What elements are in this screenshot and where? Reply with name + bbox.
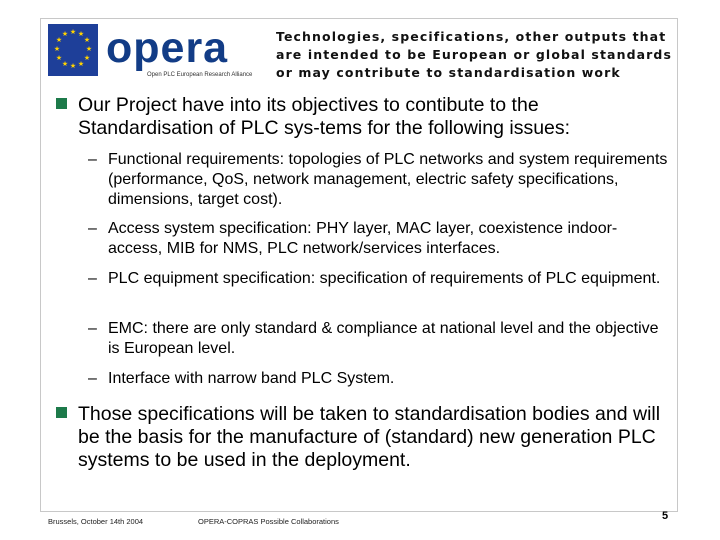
svg-text:★: ★ bbox=[55, 54, 63, 62]
dash-marker: – bbox=[88, 270, 97, 287]
dash-marker: – bbox=[88, 370, 97, 387]
svg-text:★: ★ bbox=[85, 45, 93, 53]
sub-item bbox=[88, 369, 668, 389]
main-bullet-text: Those specifications will be taken to standardisation bodies and will be the basis for the manufacture of (standard) new generation PLC systems to be used in the deployment. bbox=[78, 403, 661, 471]
svg-text:★: ★ bbox=[83, 36, 91, 44]
dash-marker: – bbox=[88, 151, 97, 168]
svg-text:★: ★ bbox=[77, 30, 85, 38]
svg-text:★: ★ bbox=[55, 36, 63, 44]
slide-title: Technologies, specifications, other outputs that are intended to be European or global standards or may contribute to standardisation work bbox=[276, 29, 673, 80]
sub-item-text: Interface with narrow band PLC System. bbox=[108, 370, 395, 387]
main-bullet-2 bbox=[56, 403, 676, 472]
bullet-square-icon bbox=[56, 407, 67, 418]
sub-item-text: Functional requirements: topologies of PLC networks and system requirements (performance, QoS, network management, electric safety specifications, dimensions, target cost). bbox=[108, 151, 668, 208]
svg-text:★: ★ bbox=[69, 28, 77, 36]
main-bullet-text: Our Project have into its objectives to contibute to the Standardisation of PLC sys-tems for the following issues: bbox=[78, 94, 571, 139]
opera-logo-graphic bbox=[46, 22, 264, 79]
dash-marker: – bbox=[88, 320, 97, 337]
svg-text:★: ★ bbox=[69, 62, 77, 70]
logo-word: opera bbox=[106, 24, 229, 72]
svg-text:★: ★ bbox=[83, 54, 91, 62]
sub-item-text: PLC equipment specification: specification of requirements of PLC equipment. bbox=[108, 270, 661, 287]
footer-date: Brussels, October 14th 2004 bbox=[48, 517, 144, 526]
opera-logo bbox=[46, 22, 264, 79]
sub-item bbox=[88, 319, 668, 359]
dash-marker: – bbox=[88, 220, 97, 237]
logo-tagline: Open PLC European Research Alliance bbox=[147, 72, 253, 78]
svg-text:★: ★ bbox=[61, 60, 69, 68]
sub-item-text: Access system specification: PHY layer, MAC layer, coexistence indoor-access, MIB for NMS, PLC network/services interfaces. bbox=[108, 220, 618, 257]
svg-text:★: ★ bbox=[53, 45, 61, 53]
page-number: 5 bbox=[662, 510, 669, 522]
sub-item-text: EMC: there are only standard & compliance at national level and the objective is European level. bbox=[108, 320, 659, 357]
bullet-square-icon bbox=[56, 98, 67, 109]
sub-item bbox=[88, 219, 668, 259]
svg-text:★: ★ bbox=[77, 60, 85, 68]
footer-caption: OPERA-COPRAS Possible Collaborations bbox=[198, 517, 339, 526]
sub-item bbox=[88, 269, 668, 289]
svg-text:★: ★ bbox=[61, 30, 69, 38]
sub-item bbox=[88, 150, 668, 210]
main-bullet-1 bbox=[56, 94, 676, 140]
